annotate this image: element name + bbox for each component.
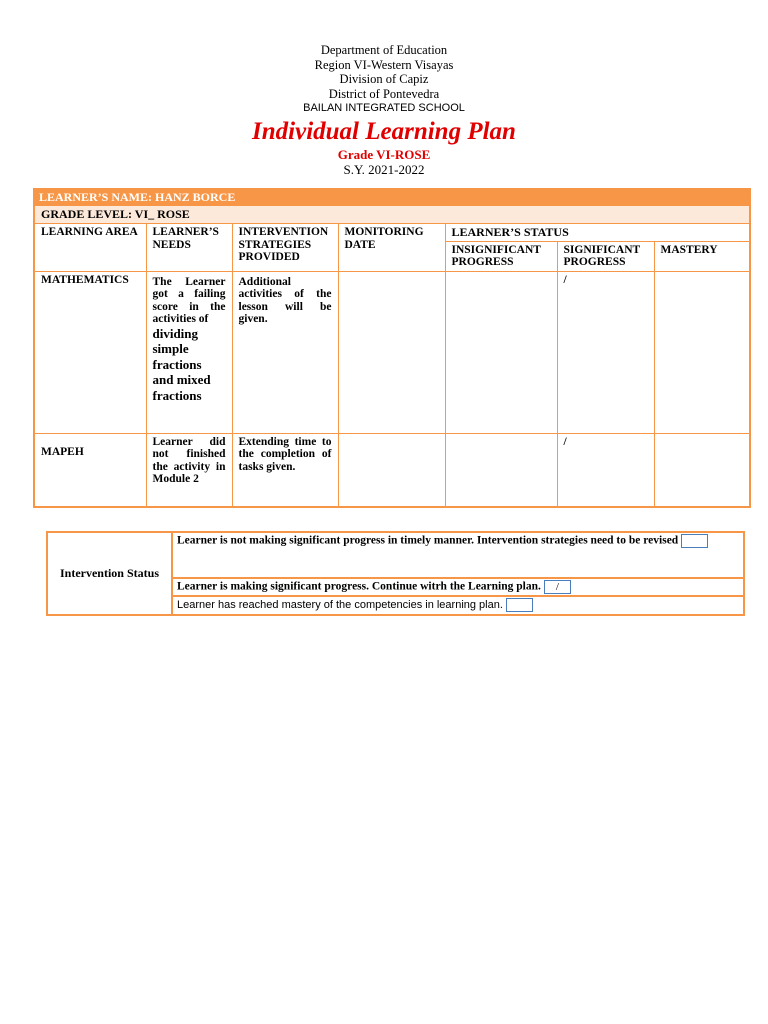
- grade-section: Grade VI-ROSE: [337, 147, 431, 162]
- status-checkbox[interactable]: [681, 534, 708, 548]
- grade-level: GRADE LEVEL: VI_ ROSE: [34, 206, 750, 224]
- status-checkbox[interactable]: /: [544, 580, 571, 594]
- status-option-text: Learner has reached mastery of the competencies in learning plan.: [177, 599, 503, 612]
- table-row: [34, 271, 750, 433]
- region-line: Region VI-Western Visayas: [314, 57, 454, 72]
- intervention-status-table: [46, 531, 745, 616]
- row-intervention: Additional activities of the lesson will be given.: [232, 271, 338, 433]
- needs-text: The Learner got a failing score in the activities of: [152, 275, 226, 325]
- status-option-not-progressing: [172, 532, 744, 578]
- status-option-mastery: [172, 596, 744, 614]
- row-insignificant: [445, 433, 557, 507]
- header-intervention: INTERVENTION STRATEGIES PROVIDED: [232, 224, 338, 272]
- header-learners-needs: LEARNER’S NEEDS: [146, 224, 232, 272]
- row-insignificant: [445, 271, 557, 433]
- header-insignificant: INSIGNIFICANT PROGRESS: [445, 241, 557, 271]
- needs-topic: dividing simple fractions and mixed fractions: [152, 325, 211, 403]
- row-intervention: Extending time to the completion of tasks given.: [232, 433, 338, 507]
- learning-plan-table: [33, 188, 751, 508]
- header-learning-area: LEARNING AREA: [34, 224, 146, 272]
- learner-name: LEARNER’S NAME: HANZ BORCE: [34, 189, 750, 206]
- intervention-status-label: Intervention Status: [47, 532, 172, 615]
- row-significant-check: /: [557, 433, 654, 507]
- document-header: [0, 43, 768, 178]
- department-line: Department of Education: [320, 43, 448, 57]
- header-monitoring-date: MONITORING DATE: [338, 224, 445, 272]
- table-row: [34, 433, 750, 507]
- row-area: MATHEMATICS: [34, 271, 146, 433]
- row-monitoring: [338, 433, 445, 507]
- row-monitoring: [338, 271, 445, 433]
- row-mastery: [654, 433, 750, 507]
- status-option-text: Learner is making significant progress. Continue witrh the Learning plan.: [177, 580, 541, 593]
- row-needs: [146, 271, 232, 433]
- header-learners-status: LEARNER’S STATUS: [445, 224, 750, 242]
- document-title: Individual Learning Plan: [252, 118, 516, 145]
- row-area: MAPEH: [34, 433, 146, 507]
- school-year: S.Y. 2021-2022: [343, 162, 425, 177]
- school-name: BAILAN INTEGRATED SCHOOL: [303, 102, 465, 114]
- header-mastery: MASTERY: [654, 241, 750, 271]
- row-mastery: [654, 271, 750, 433]
- district-line: District of Pontevedra: [328, 86, 440, 101]
- division-line: Division of Capiz: [339, 72, 429, 86]
- header-significant: SIGNIFICANT PROGRESS: [557, 241, 654, 271]
- status-checkbox[interactable]: [506, 598, 533, 612]
- row-significant-check: /: [557, 271, 654, 433]
- row-needs: Learner did not finished the activity in Module 2: [146, 433, 232, 507]
- status-option-text: Learner is not making significant progress in timely manner. Intervention strategies need to be revised: [177, 534, 679, 547]
- status-option-progressing: [172, 578, 744, 596]
